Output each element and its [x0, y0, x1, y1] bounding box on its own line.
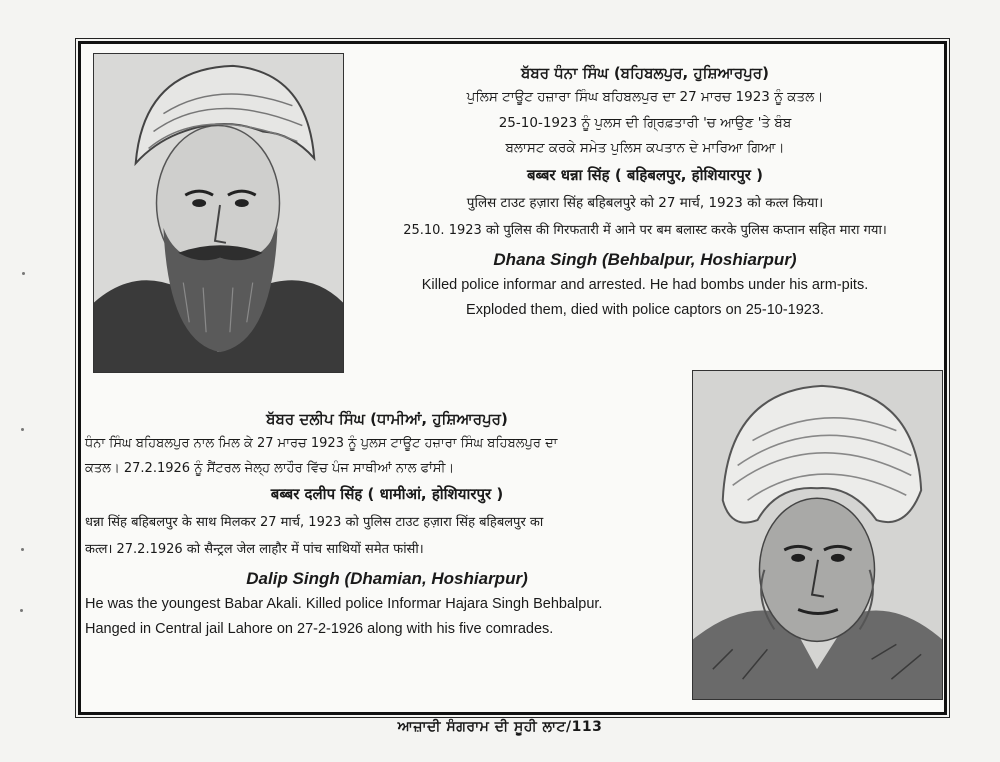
scan-speck: [21, 548, 24, 551]
entry-dhana-singh: [343, 66, 947, 327]
english-title: Dhana Singh (Behbalpur, Hoshiarpur): [493, 250, 797, 269]
hindi-line: कत्ल। 27.2.1926 को सैन्ट्रल जेल लाहौर में पांच साथियों समेत फांसी।: [85, 542, 424, 557]
hindi-title: बब्बर दलीप सिंह ( धामीआं, होशियारपुर ): [270, 485, 504, 503]
english-line: Hanged in Central jail Lahore on 27-2-1926 along with his five comrades.: [85, 620, 554, 637]
scan-speck: [21, 428, 24, 431]
gurmukhi-line: ਬਲਾਸਟ ਕਰਕੇ ਸਮੇਤ ਪੁਲਿਸ ਕਪਤਾਨ ਦੇ ਮਾਰਿਆ ਗਿਆ।: [505, 140, 785, 156]
page-frame: [78, 41, 947, 715]
sketch-portrait-illustration: [94, 54, 343, 372]
english-title: Dalip Singh (Dhamian, Hoshiarpur): [246, 569, 528, 588]
english-line: Killed police informar and arrested. He had bombs under his arm-pits.: [421, 277, 869, 293]
gurmukhi-title: ਬੱਬਰ ਧੰਨਾ ਸਿੰਘ (ਬਹਿਬਲਪੁਰ, ਹੁਸ਼ਿਆਰਪੁਰ): [521, 64, 769, 82]
gurmukhi-line: ਕਤਲ। 27.2.1926 ਨੂੰ ਸੈਂਟਰਲ ਜੇਲ੍ਹ ਲਾਹੌਰ ਵਿੱਚ ਪੰਜ ਸਾਥੀਆਂ ਨਾਲ ਫਾਂਸੀ।: [85, 461, 455, 476]
hindi-title: बब्बर धन्ना सिंह ( बहिबलपुर, होशियारपुर ): [526, 165, 764, 184]
hindi-line: धन्ना सिंह बहिबलपुर के साथ मिलकर 27 मार्च, 1923 को पुलिस टाउट हज़ारा सिंह बहिबलपुर का: [85, 515, 544, 530]
hindi-line: पुलिस टाउट हज़ारा सिंह बहिबलपुरे को 27 मार्च, 1923 को कत्ल किया।: [466, 194, 824, 211]
hindi-line: 25.10. 1923 को पुलिस की गिरफतारी में आने पर बम बलास्ट करके पुलिस कप्तान सहित मारा गया।: [403, 223, 887, 238]
english-line: Exploded them, died with police captors on 25-10-1923.: [466, 301, 824, 318]
entry-dalip-singh: [85, 412, 689, 646]
portrait-dalip-singh: [692, 370, 943, 700]
english-line: He was the youngest Babar Akali. Killed police Informar Hajara Singh Behbalpur.: [85, 596, 603, 612]
gurmukhi-line: 25-10-1923 ਨੂੰ ਪੁਲਸ ਦੀ ਗ੍ਰਿਫ਼ਤਾਰੀ 'ਚ ਆਉਣ 'ਤੇ ਬੰਬ: [498, 114, 792, 131]
portrait-dhana-singh: [93, 53, 344, 373]
gurmukhi-line: ਪੁਲਿਸ ਟਾਊਟ ਹਜ਼ਾਰਾ ਸਿੰਘ ਬਹਿਬਲਪੁਰ ਦਾ 27 ਮਾਰਚ 1923 ਨੂੰ ਕਤਲ।: [466, 89, 824, 105]
gurmukhi-title: ਬੱਬਰ ਦਲੀਪ ਸਿੰਘ (ਧਾਮੀਆਂ, ਹੁਸ਼ਿਆਰਪੁਰ): [266, 410, 508, 428]
page-footer: ਆਜ਼ਾਦੀ ਸੰਗਰਾਮ ਦੀ ਸੂਹੀ ਲਾਟ/113: [397, 719, 603, 735]
scan-speck: [20, 609, 23, 612]
sketch-portrait-illustration: [693, 371, 942, 699]
gurmukhi-line: ਧੰਨਾ ਸਿੰਘ ਬਹਿਬਲਪੁਰ ਨਾਲ ਮਿਲ ਕੇ 27 ਮਾਰਚ 1923 ਨੂੰ ਪੁਲਸ ਟਾਊਟ ਹਜ਼ਾਰਾ ਸਿੰਘ ਬਹਿਬਲਪੁਰ ਦਾ: [85, 436, 558, 451]
scan-speck: [22, 272, 25, 275]
